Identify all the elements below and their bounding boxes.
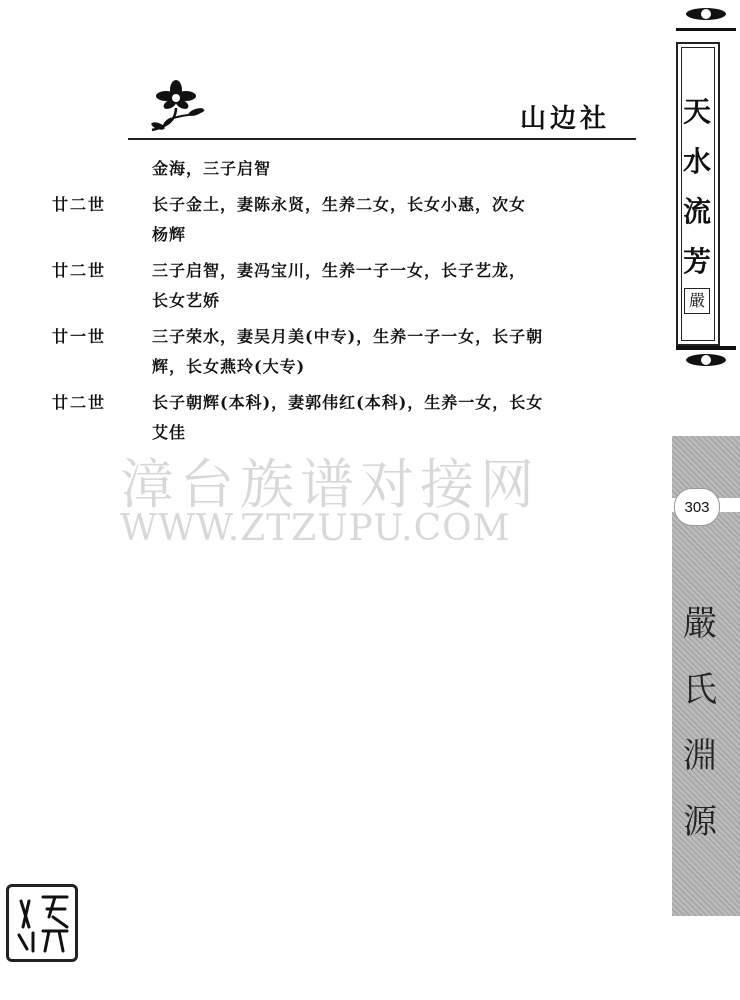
generation-label: 廿二世 bbox=[52, 261, 107, 280]
entry-line: 艾佳 bbox=[152, 423, 187, 442]
book-title-char: 水 bbox=[682, 145, 711, 178]
book-name-char: 氏 bbox=[683, 670, 717, 710]
seal-stamp-icon bbox=[6, 884, 78, 962]
entry-line: 金海，三子启智 bbox=[152, 159, 272, 178]
entry-line: 三子启智，妻冯宝川，生养一子一女，长子艺龙， bbox=[152, 261, 527, 280]
entry-line: 杨辉 bbox=[152, 225, 187, 244]
watermark-url: WWW.ZTZUPU.COM bbox=[120, 508, 511, 549]
book-title-char: 天 bbox=[682, 95, 711, 128]
generation-label: 廿二世 bbox=[52, 195, 107, 214]
title-seal: 嚴 bbox=[684, 288, 710, 314]
flower-ornament-icon bbox=[140, 72, 210, 136]
generation-label: 廿一世 bbox=[52, 327, 107, 346]
watermark-chinese: 漳台族谱对接网 bbox=[120, 453, 540, 516]
entry-line: 长女艺娇 bbox=[152, 291, 221, 310]
book-name-char: 源 bbox=[683, 802, 717, 842]
village-name: 山边社 bbox=[519, 104, 610, 134]
book-title-char: 流 bbox=[682, 195, 711, 228]
entry-line: 长子朝辉(本科)，妻郭伟红(本科)，生养一女，长女 bbox=[152, 393, 544, 412]
header-divider bbox=[128, 138, 636, 140]
generation-label: 廿二世 bbox=[52, 393, 107, 412]
entry-line: 辉，长女燕玲(大专) bbox=[152, 357, 306, 376]
book-name-char: 淵 bbox=[683, 736, 717, 776]
book-name-char: 嚴 bbox=[683, 604, 717, 644]
book-title-char: 芳 bbox=[682, 245, 711, 278]
entry-line: 三子荣水，妻吴月美(中专)，生养一子一女，长子朝 bbox=[152, 327, 544, 346]
entry-line: 长子金土，妻陈永贤，生养二女，长女小惠，次女 bbox=[152, 195, 527, 214]
page-number: 303 bbox=[674, 488, 720, 526]
